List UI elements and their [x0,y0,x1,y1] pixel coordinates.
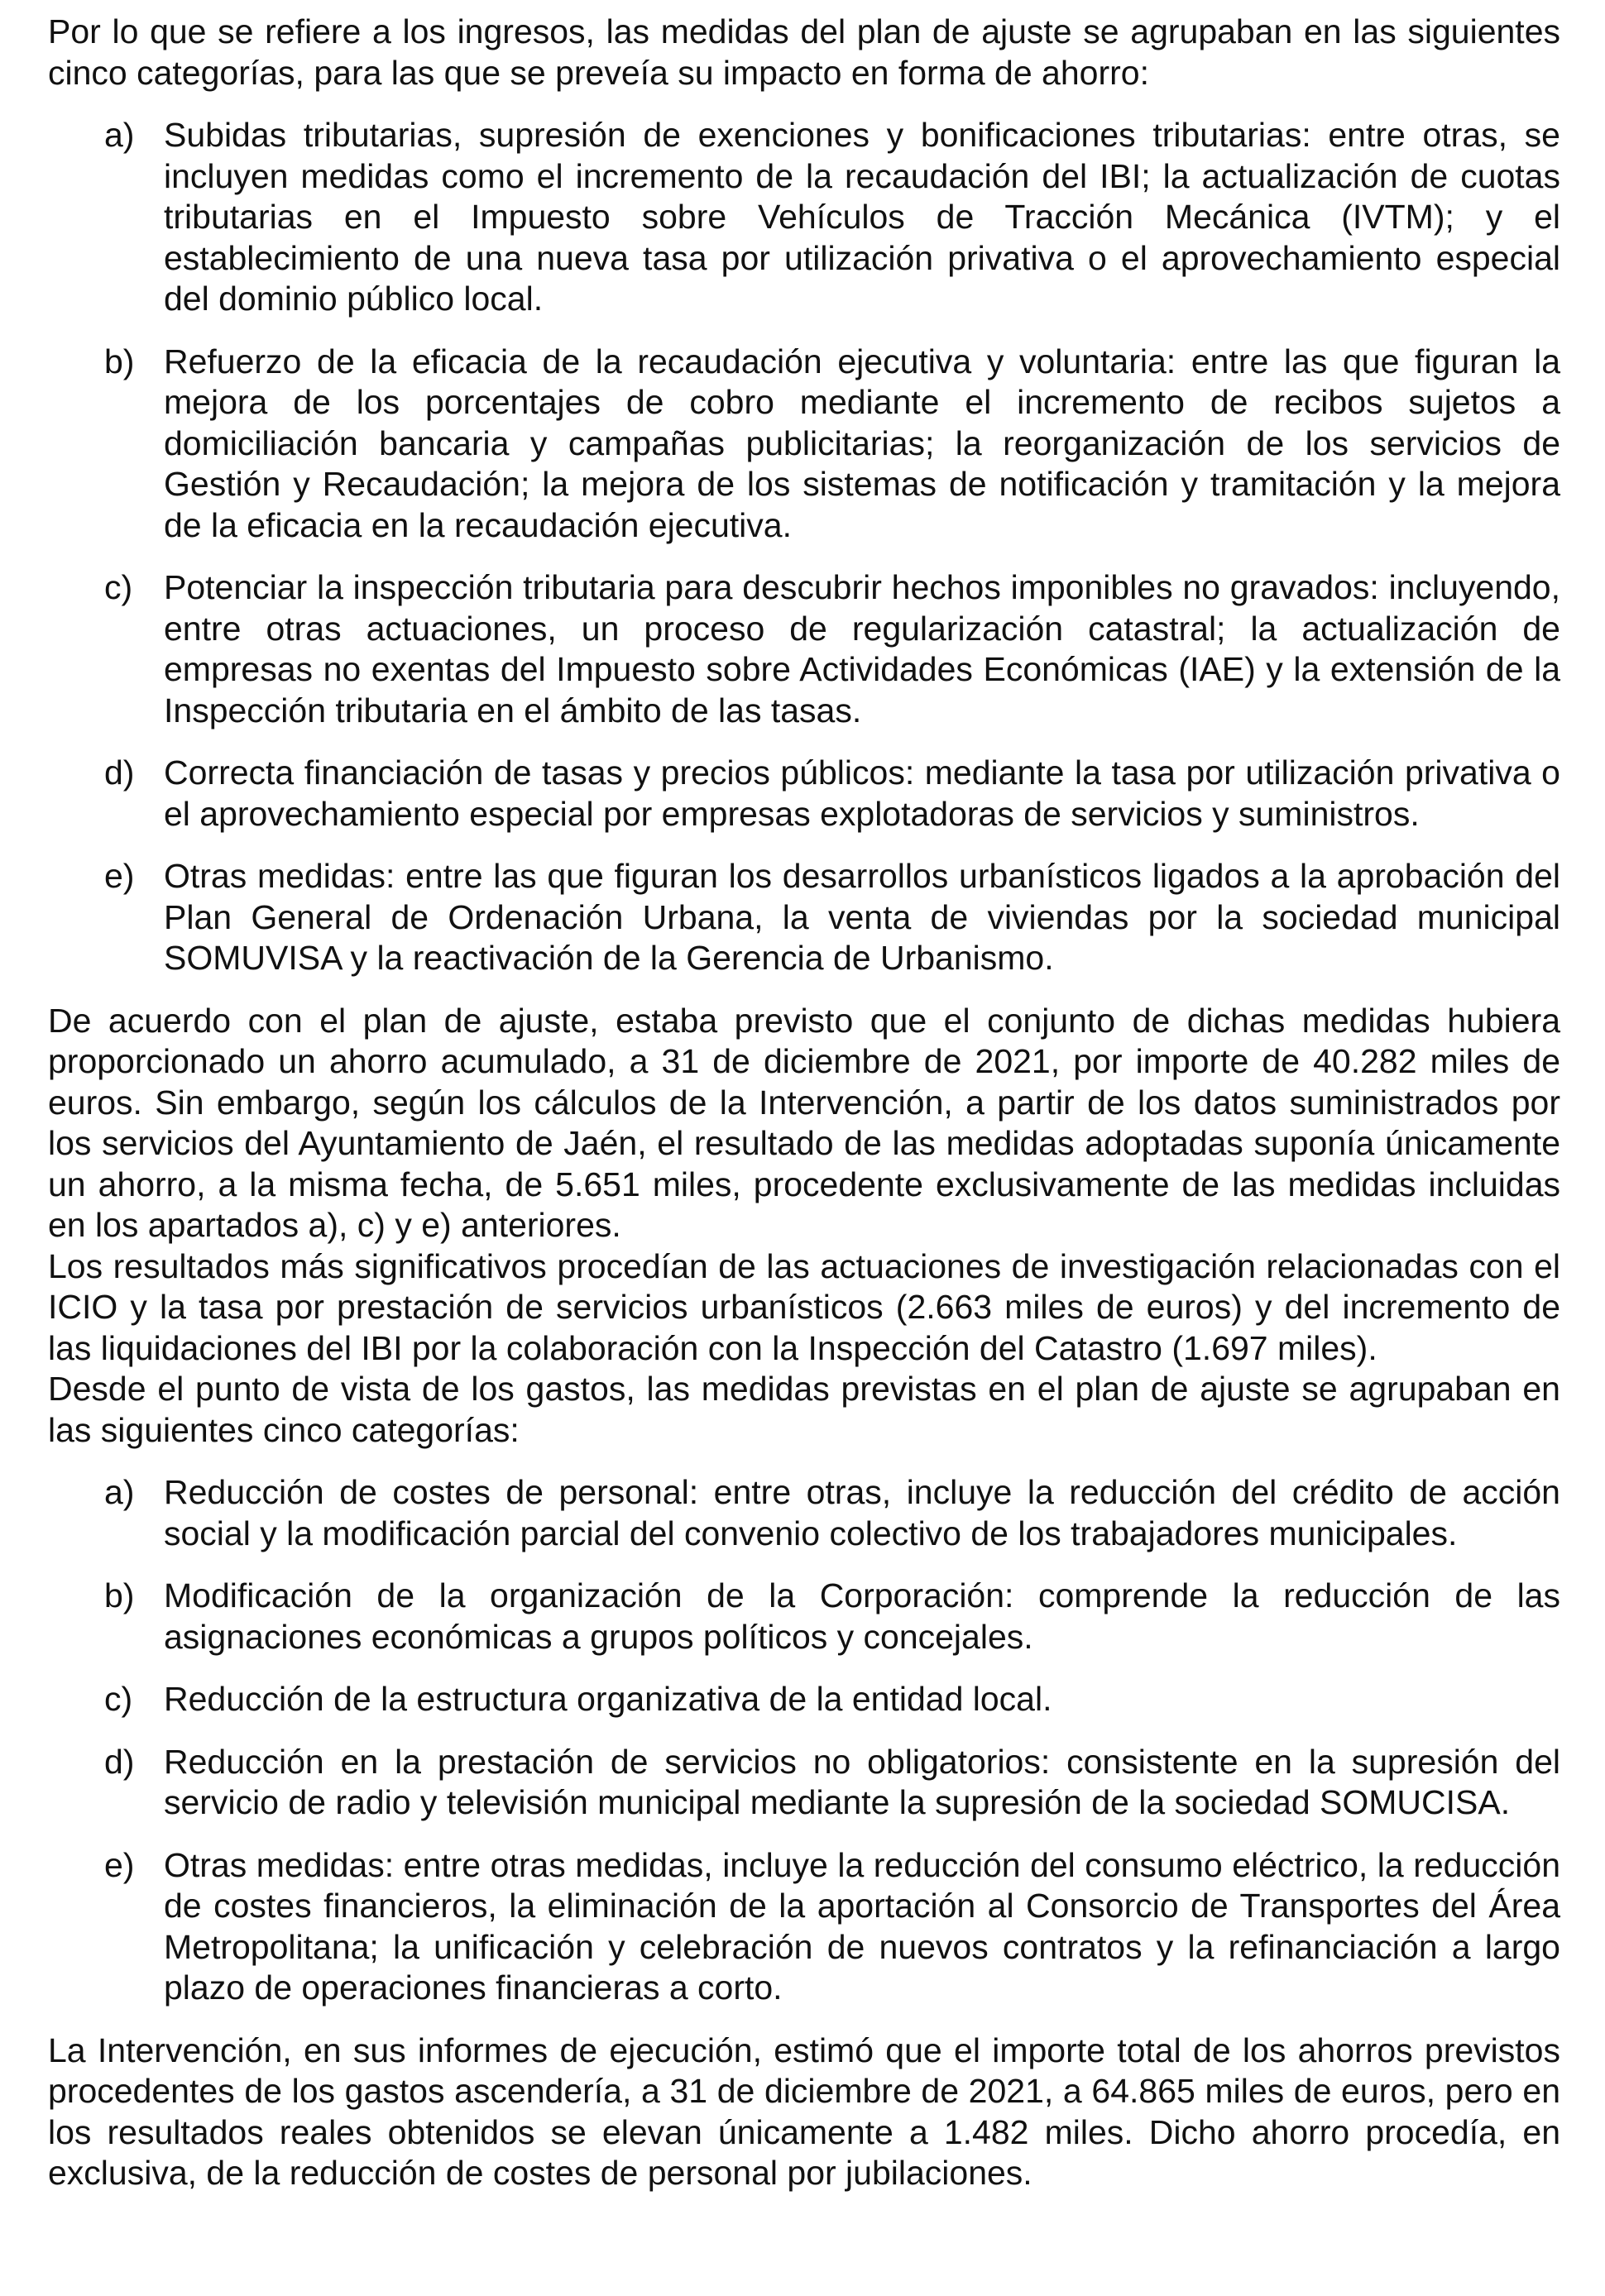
income-measures-list [48,115,1560,979]
list-item-marker: b) [104,1576,135,1614]
expense-measures-list [48,1472,1560,2009]
list-item-text: Otras medidas: entre las que figuran los desarrollos urbanísticos ligados a la aprobación del Plan General de Ordenación Urbana, la venta de viviendas por la sociedad municipal SOMUVISA y la reactivación de la Gerencia de Urbanismo. [164,857,1560,977]
list-item-marker: e) [104,857,135,895]
list-item-text: Correcta financiación de tasas y precios públicos: mediante la tasa por utilización privativa o el aprovechamiento especial por empresas explotadoras de servicios y suministros. [164,753,1560,833]
list-item [48,1845,1560,2009]
list-item-text: Potenciar la inspección tributaria para descubrir hechos imponibles no gravados: incluyendo, entre otras actuaciones, un proceso de regularización catastral; la actualización de empresas no exentas del Impuesto sobre Actividades Económicas (IAE) y la extensión de la Inspección tributaria en el ámbito de las tasas. [164,568,1560,729]
list-item-text: Reducción en la prestación de servicios no obligatorios: consistente en la supresión del servicio de radio y televisión municipal mediante la supresión de la sociedad SOMUCISA. [164,1742,1560,1821]
list-item-marker: e) [104,1845,135,1884]
list-item-marker: a) [104,116,135,154]
list-item [48,567,1560,731]
list-item [48,856,1560,979]
list-item-text: Modificación de la organización de la Corporación: comprende la reducción de las asignaciones económicas a grupos políticos y concejales. [164,1576,1560,1656]
savings-paragraph: De acuerdo con el plan de ajuste, estaba previsto que el conjunto de dichas medidas hubiera proporcionado un ahorro acumulado, a 31 de diciembre de 2021, por importe de 40.282 miles de euros. Sin embargo, según los cálculos de la Intervención, a partir de los datos suministrados por los servicios del Ayuntamiento de Jaén, el resultado de las medidas adoptadas suponía únicamente un ahorro, a la misma fecha, de 5.651 miles, procedente exclusivamente de las medidas incluidas en los apartados a), c) y e) anteriores. [48,1001,1560,1244]
list-item [48,115,1560,320]
list-item-text: Subidas tributarias, supresión de exenciones y bonificaciones tributarias: entre otras, se incluyen medidas como el incremento de la recaudación del IBI; la actualización de cuotas tributarias en el Impuesto sobre Vehículos de Tracción Mecánica (IVTM); y el establecimiento de una nueva tasa por utilización privativa o el aprovechamiento especial del dominio público local. [164,116,1560,318]
list-item [48,1472,1560,1554]
list-item-marker: b) [104,342,135,380]
list-item-marker: d) [104,1742,135,1781]
results-paragraph: Los resultados más significativos procedían de las actuaciones de investigación relacionadas con el ICIO y la tasa por prestación de servicios urbanísticos (2.663 miles de euros) y del incremento de las liquidaciones del IBI por la colaboración con la Inspección del Catastro (1.697 miles). [48,1246,1560,1367]
list-item-marker: c) [104,1680,133,1718]
list-item-marker: d) [104,753,135,792]
list-item-text: Refuerzo de la eficacia de la recaudación ejecutiva y voluntaria: entre las que figuran la mejora de los porcentajes de cobro mediante el incremento de recibos sujetos a domiciliación bancaria y campañas publicitarias; la reorganización de los servicios de Gestión y Recaudación; la mejora de los sistemas de notificación y tramitación y la mejora de la eficacia en la recaudación ejecutiva. [164,342,1560,544]
list-item [48,753,1560,835]
list-item-marker: c) [104,568,133,606]
intro-expenses-paragraph: Desde el punto de vista de los gastos, las medidas previstas en el plan de ajuste se agrupaban en las siguientes cinco categorías: [48,1370,1560,1449]
list-item-marker: a) [104,1473,135,1511]
conclusion-paragraph: La Intervención, en sus informes de ejecución, estimó que el importe total de los ahorros previstos procedentes de los gastos ascendería, a 31 de diciembre de 2021, a 64.865 miles de euros, pero en los resultados reales obtenidos se elevan únicamente a 1.482 miles. Dicho ahorro procedía, en exclusiva, de la reducción de costes de personal por jubilaciones. [48,2031,1560,2192]
list-item [48,1576,1560,1657]
list-item [48,1679,1560,1720]
list-item [48,342,1560,547]
list-item [48,1742,1560,1824]
list-item-text: Reducción de la estructura organizativa de la entidad local. [164,1680,1052,1718]
intro-income-paragraph: Por lo que se refiere a los ingresos, las medidas del plan de ajuste se agrupaban en las siguientes cinco categorías, para las que se preveía su impacto en forma de ahorro: [48,12,1560,92]
list-item-text: Otras medidas: entre otras medidas, incluye la reducción del consumo eléctrico, la reducción de costes financieros, la eliminación de la aportación al Consorcio de Transportes del Área Metropolitana; la unificación y celebración de nuevos contratos y la refinanciación a largo plazo de operaciones financieras a corto. [164,1845,1560,2007]
document-page [48,12,1560,2194]
list-item-text: Reducción de costes de personal: entre otras, incluye la reducción del crédito de acción social y la modificación parcial del convenio colectivo de los trabajadores municipales. [164,1473,1560,1552]
